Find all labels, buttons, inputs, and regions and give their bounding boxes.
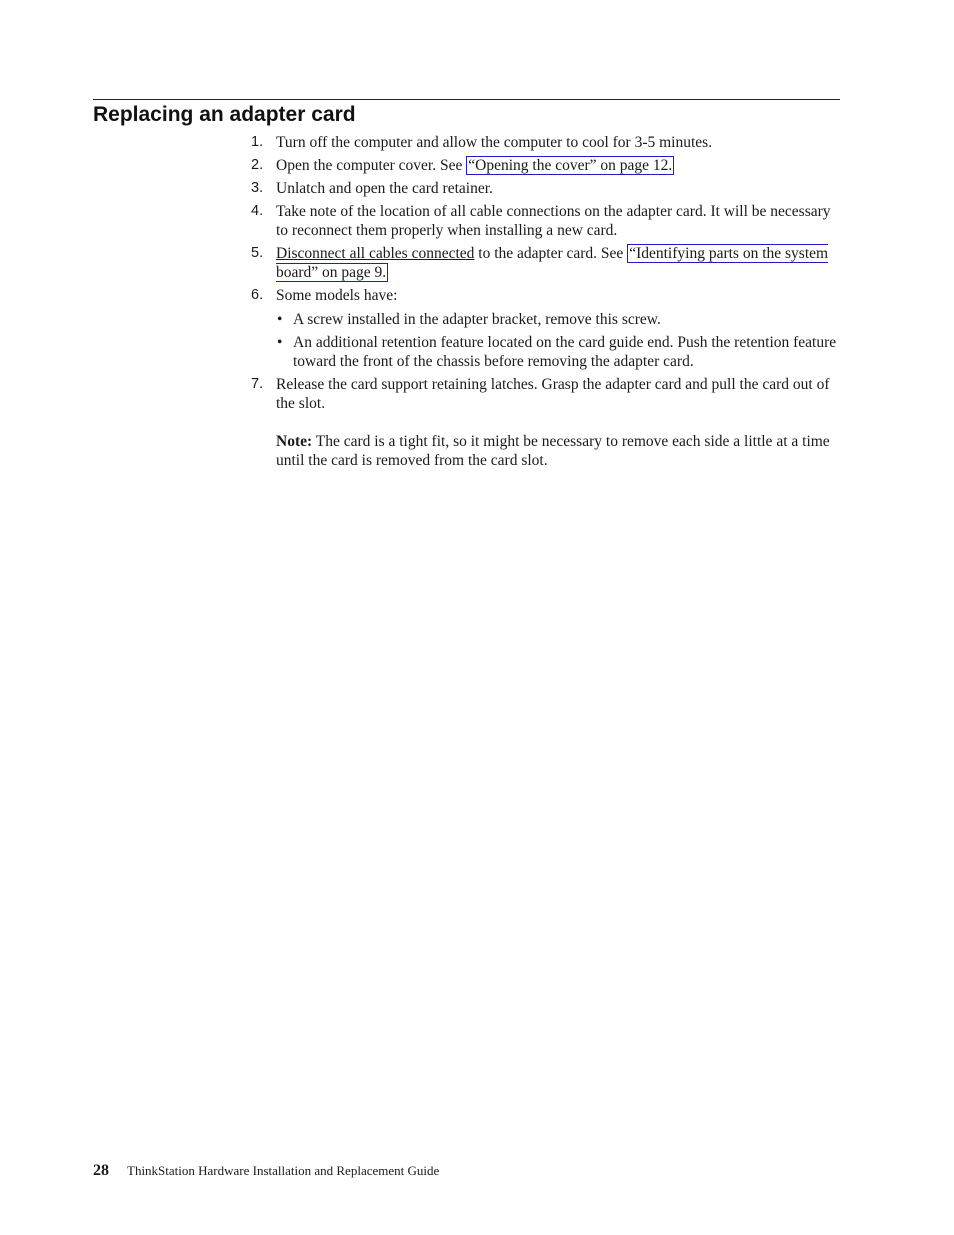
step-text: to the adapter card. See xyxy=(474,245,628,262)
step-item xyxy=(248,179,840,198)
bullet-text: An additional retention feature located on the card guide end. Push the retention feature toward the front of the chassis before removing the adapter card. xyxy=(293,334,837,370)
step-number: 7. xyxy=(251,376,264,392)
identifying-parts-link[interactable]: “Identifying parts on the system board” on page 9. xyxy=(276,245,829,281)
step-item xyxy=(248,286,840,371)
sub-bullet-list xyxy=(276,310,840,371)
step-number: 1. xyxy=(251,134,264,150)
page-number: 28 xyxy=(93,1162,109,1179)
step-item xyxy=(248,202,840,240)
note-text: The card is a tight fit, so it might be necessary to remove each side a little at a time until the card is removed from the card slot. xyxy=(276,433,830,469)
bullet-icon: • xyxy=(277,311,283,328)
step-text: Release the card support retaining latches. Grasp the adapter card and pull the card out of the slot. xyxy=(276,376,830,412)
step-text: Unlatch and open the card retainer. xyxy=(276,180,493,197)
footer-title: ThinkStation Hardware Installation and Replacement Guide xyxy=(127,1163,440,1178)
step-item xyxy=(248,156,840,175)
step-text-underlined: Disconnect all cables connected xyxy=(276,245,475,262)
section-rule xyxy=(93,99,840,100)
note-block xyxy=(276,432,840,470)
step-number: 4. xyxy=(251,203,264,219)
step-item xyxy=(248,244,840,282)
step-text: Open the computer cover. See xyxy=(276,157,467,174)
section-title: Replacing an adapter card xyxy=(93,103,356,126)
step-item xyxy=(248,133,840,152)
step-number: 3. xyxy=(251,180,264,196)
bullet-text: A screw installed in the adapter bracket, remove this screw. xyxy=(293,311,661,328)
step-number: 2. xyxy=(251,157,264,173)
opening-cover-link[interactable]: “Opening the cover” on page 12. xyxy=(468,157,673,174)
page-footer xyxy=(93,1162,439,1180)
bullet-item xyxy=(276,310,840,329)
step-text: Take note of the location of all cable connections on the adapter card. It will be necessary to reconnect them properly when installing a new card. xyxy=(276,203,831,239)
step-item xyxy=(248,375,840,470)
bullet-item xyxy=(276,333,840,371)
steps-list xyxy=(248,133,840,474)
step-number: 6. xyxy=(251,287,264,303)
step-number: 5. xyxy=(251,245,264,261)
note-label: Note: xyxy=(276,433,313,450)
step-text: Some models have: xyxy=(276,287,398,304)
bullet-icon: • xyxy=(277,334,283,351)
step-text: Turn off the computer and allow the computer to cool for 3-5 minutes. xyxy=(276,134,713,151)
